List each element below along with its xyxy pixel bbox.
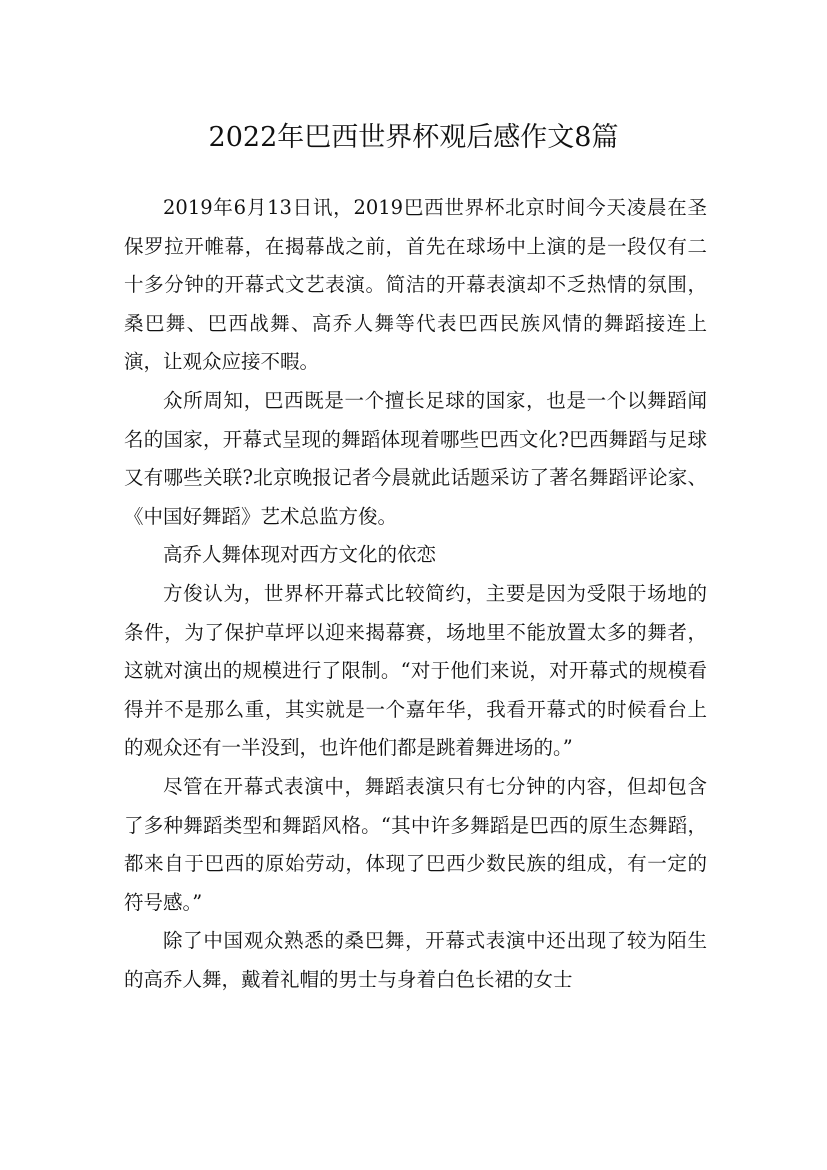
document-title: 2022年巴西世界杯观后感作文8篇 [208,122,619,154]
paragraph-interview-intro: 众所周知，巴西既是一个擅长足球的国家，也是一个以舞蹈闻名的国家，开幕式呈现的舞蹈体现着哪些巴西文化?巴西舞蹈与足球又有哪些关联?北京晚报记者今晨就此话题采访了著名舞蹈评论家、《中国好舞蹈》艺术总监方俊。 [124,388,707,528]
document-body [124,189,707,999]
paragraph-dance-styles: 尽管在开幕式表演中，舞蹈表演只有七分钟的内容，但却包含了多种舞蹈类型和舞蹈风格。“其中许多舞蹈是巴西的原生态舞蹈，都来自于巴西的原始劳动，体现了巴西少数民族的组成，有一定的符号感。” [124,774,707,914]
paragraph-gaucho-dance: 除了中国观众熟悉的桑巴舞，开幕式表演中还出现了较为陌生的高乔人舞，戴着礼帽的男士与身着白色长裙的女士 [124,929,707,991]
section-subheading: 高乔人舞体现对西方文化的依恋 [163,543,437,567]
paragraph-scale-limits: 方俊认为，世界杯开幕式比较简约，主要是因为受限于场地的条件，为了保护草坪以迎来揭幕赛，场地里不能放置太多的舞者，这就对演出的规模进行了限制。“对于他们来说，对开幕式的规模看得并不是那么重，其实就是一个嘉年华，我看开幕式的时候看台上的观众还有一半没到，也许他们都是跳着舞进场的。” [124,581,707,760]
paragraph-opening-ceremony: 2019年6月13日讯，2019巴西世界杯北京时间今天凌晨在圣保罗拉开帷幕，在揭幕战之前，首先在球场中上演的是一段仅有二十多分钟的开幕式文艺表演。简洁的开幕表演却不乏热情的氛围，桑巴舞、巴西战舞、高乔人舞等代表巴西民族风情的舞蹈接连上演，让观众应接不暇。 [124,196,707,374]
